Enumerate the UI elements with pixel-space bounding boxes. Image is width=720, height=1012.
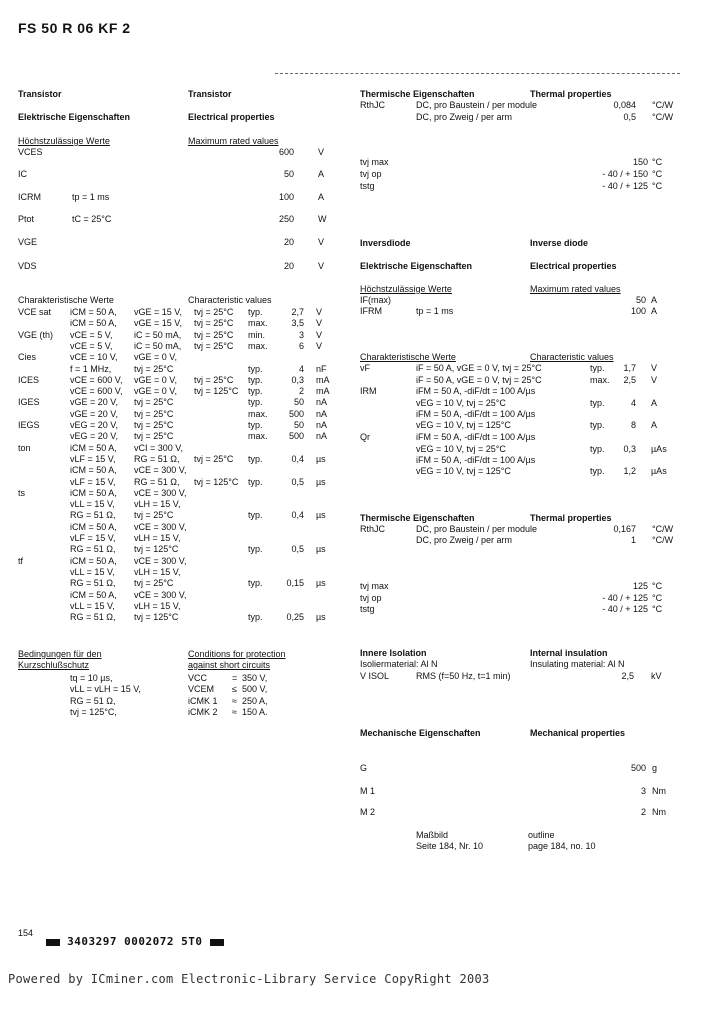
thermal-value: 0,5 (623, 112, 636, 122)
max-unit: W (318, 214, 327, 224)
max-value: 250 (278, 214, 294, 224)
diode-max-heading-de: Höchstzulässige Werte (360, 284, 452, 294)
thermal-unit: °C/W (652, 112, 674, 122)
mech-value: 3 (640, 786, 646, 796)
char-cond-2: tvj = 25°C (134, 420, 174, 430)
char-cond-1: vLL = 15 V, (70, 499, 115, 509)
char-qualifier: typ. (248, 307, 263, 317)
diode-char-heading-en: Characteristic values (530, 352, 614, 362)
max-symbol: VGE (18, 237, 38, 247)
char-cond-1: vGE = 20 V, (70, 409, 118, 419)
thermal-symbol: RthJC (360, 100, 386, 110)
max-symbol: VDS (18, 261, 37, 271)
char-cond-2: RG = 51 Ω, (134, 454, 180, 464)
char-cond-1: RG = 51 Ω, (70, 544, 116, 554)
max-rated-heading-en: Maximum rated values (188, 136, 279, 146)
char-unit: V (316, 330, 323, 340)
diode-temp-symbol: tvj max (360, 581, 389, 591)
char-cond-1: iCM = 50 A, (70, 556, 117, 566)
max-symbol: Ptot (18, 214, 35, 224)
sc-limit: 250 A, (242, 696, 268, 706)
char-qualifier: typ. (248, 375, 263, 385)
char-symbol: ICES (18, 375, 40, 385)
max-unit: A (318, 169, 325, 179)
diode-char-condition: vEG = 10 V, tvj = 125°C (416, 466, 511, 476)
diode-char-unit: µAs (651, 444, 667, 454)
diode-electrical-en: Electrical properties (530, 261, 617, 271)
char-cond-2: vCE = 300 V, (134, 522, 187, 532)
diode-temp-value: - 40 / + 125 (602, 604, 648, 614)
char-qualifier: typ. (248, 477, 263, 487)
diode-char-symbol: Qr (360, 432, 370, 442)
char-cond-1: vEG = 20 V, (70, 431, 118, 441)
electrical-properties-de: Elektrische Eigenschaften (18, 112, 131, 122)
char-qualifier: typ. (248, 510, 263, 520)
diode-char-value: 1,7 (623, 363, 636, 373)
max-unit: V (318, 147, 325, 157)
char-unit: µs (316, 510, 326, 520)
char-heading-de: Charakteristische Werte (18, 295, 114, 305)
mechanical-heading-en: Mechanical properties (530, 728, 626, 738)
char-symbol: ts (18, 488, 26, 498)
max-condition: tp = 1 ms (72, 192, 110, 202)
char-cond-1: RG = 51 Ω, (70, 510, 116, 520)
thermal-value: 0,084 (613, 100, 636, 110)
diode-char-qualifier: typ. (590, 363, 605, 373)
diode-thermal-condition: DC, pro Baustein / per module (416, 524, 538, 534)
diode-char-condition: iF = 50 A, vGE = 0 V, tvj = 25°C (416, 375, 542, 385)
diode-temp-value: 125 (632, 581, 648, 591)
temp-symbol: tstg (360, 181, 375, 191)
temp-unit: °C (652, 169, 663, 179)
char-qualifier: typ. (248, 612, 263, 622)
diode-max-value: 50 (635, 295, 646, 305)
char-cond-2: vCI = 300 V, (134, 443, 183, 453)
char-cond-1: RG = 51 Ω, (70, 612, 116, 622)
char-qualifier: min. (248, 330, 266, 340)
char-cond-1: vCE = 600 V, (70, 386, 123, 396)
char-cond-1: iCM = 50 A, (70, 307, 117, 317)
char-symbol: IGES (18, 397, 40, 407)
char-cond-1: iCM = 50 A, (70, 590, 117, 600)
char-cond-3: tvj = 125°C (194, 386, 239, 396)
diode-char-unit: µAs (651, 466, 667, 476)
max-symbol: ICRM (18, 192, 41, 202)
diode-char-condition: vEG = 10 V, tvj = 25°C (416, 398, 506, 408)
char-cond-1: vCE = 10 V, (70, 352, 118, 362)
sc-relation: ≈ (232, 707, 237, 717)
max-value: 600 (278, 147, 294, 157)
diode-char-qualifier: typ. (590, 444, 605, 454)
max-value: 20 (283, 261, 294, 271)
char-unit: µs (316, 544, 326, 554)
diode-thermal-symbol: RthJC (360, 524, 386, 534)
char-cond-2: RG = 51 Ω, (134, 477, 180, 487)
char-value: 500 (288, 409, 304, 419)
max-rated-heading-de: Höchstzulässige Werte (18, 136, 110, 146)
diode-char-unit: A (651, 420, 658, 430)
char-value: 2 (298, 386, 304, 396)
diode-electrical-de: Elektrische Eigenschaften (360, 261, 473, 271)
inverse-diode-de: Inversdiode (360, 238, 411, 248)
electrical-properties-en: Electrical properties (188, 112, 275, 122)
diode-char-qualifier: typ. (590, 420, 605, 430)
char-cond-2: vCE = 300 V, (134, 590, 187, 600)
sc-condition: RG = 51 Ω, (70, 696, 116, 706)
char-qualifier: max. (248, 409, 268, 419)
diode-max-unit: A (651, 295, 658, 305)
mech-unit: g (652, 763, 658, 773)
max-unit: V (318, 261, 325, 271)
footer-copyright: Powered by ICminer.com Electronic-Library Service CopyRight 2003 (8, 972, 490, 986)
char-symbol: ton (18, 443, 31, 453)
mech-value: 2 (640, 807, 646, 817)
outline-de-2: Seite 184, Nr. 10 (416, 841, 484, 851)
diode-char-unit: A (651, 398, 658, 408)
temp-unit: °C (652, 181, 663, 191)
sc-heading-de-2: Kurzschlußschutz (18, 660, 90, 670)
barcode-block-left (46, 939, 60, 946)
sc-condition: tq = 10 µs, (70, 673, 113, 683)
diode-max-heading-en: Maximum rated values (530, 284, 621, 294)
isol-condition: RMS (f=50 Hz, t=1 min) (416, 671, 511, 681)
diode-char-condition: iFM = 50 A, -diF/dt = 100 A/µs (416, 455, 536, 465)
diode-max-condition: tp = 1 ms (416, 306, 454, 316)
mech-symbol: M 2 (360, 807, 376, 817)
char-cond-1: vCE = 5 V, (70, 341, 113, 351)
char-cond-2: tvj = 25°C (134, 578, 174, 588)
char-symbol: tf (18, 556, 24, 566)
sc-symbol: VCEM (188, 684, 215, 694)
char-cond-1: vEG = 20 V, (70, 420, 118, 430)
thermal-unit: °C/W (652, 100, 674, 110)
outline-en-1: outline (528, 830, 555, 840)
diode-thermal-heading-en: Thermal properties (530, 513, 612, 523)
outline-de-1: Maßbild (416, 830, 449, 840)
transistor-heading-en: Transistor (188, 89, 232, 99)
char-symbol: Cies (18, 352, 37, 362)
char-cond-1: iCM = 50 A, (70, 443, 117, 453)
char-cond-2: vLH = 15 V, (134, 499, 181, 509)
insulation-material-en: Insulating material: Al N (530, 659, 625, 669)
page-number: 154 (18, 928, 34, 938)
max-unit: A (318, 192, 325, 202)
char-qualifier: max. (248, 431, 268, 441)
char-cond-2: vLH = 15 V, (134, 601, 181, 611)
max-symbol: IC (18, 169, 27, 179)
char-value: 4 (298, 364, 304, 374)
temp-symbol: tvj max (360, 157, 389, 167)
diode-max-value: 100 (630, 306, 646, 316)
char-qualifier: typ. (248, 578, 263, 588)
max-condition: tC = 25°C (72, 214, 112, 224)
char-unit: mA (316, 386, 330, 396)
char-value: 0,25 (286, 612, 304, 622)
diode-thermal-unit: °C/W (652, 535, 674, 545)
char-value: 6 (298, 341, 304, 351)
diode-thermal-unit: °C/W (652, 524, 674, 534)
diode-char-qualifier: max. (590, 375, 610, 385)
char-cond-2: iC = 50 mA, (134, 330, 182, 340)
sc-relation: = (232, 673, 238, 683)
char-cond-1: RG = 51 Ω, (70, 578, 116, 588)
diode-max-unit: A (651, 306, 658, 316)
char-value: 0,5 (291, 477, 304, 487)
sc-condition: tvj = 125°C, (70, 707, 117, 717)
sc-relation: ≤ (232, 684, 237, 694)
diode-char-value: 4 (630, 398, 636, 408)
mech-value: 500 (630, 763, 646, 773)
char-value: 2,7 (291, 307, 304, 317)
char-value: 3,5 (291, 318, 304, 328)
char-unit: V (316, 307, 323, 317)
sc-relation: ≈ (232, 696, 237, 706)
char-qualifier: typ. (248, 364, 263, 374)
sc-limit: 500 V, (242, 684, 268, 694)
insulation-heading-de: Innere Isolation (360, 648, 427, 658)
diode-thermal-value: 1 (630, 535, 636, 545)
char-cond-2: tvj = 25°C (134, 364, 174, 374)
max-value: 50 (283, 169, 294, 179)
char-cond-2: tvj = 125°C (134, 612, 179, 622)
inverse-diode-en: Inverse diode (530, 238, 589, 248)
sc-condition: vLL = vLH = 15 V, (70, 684, 141, 694)
char-cond-1: vGE = 20 V, (70, 397, 118, 407)
char-cond-1: vLF = 15 V, (70, 477, 116, 487)
sc-heading-en-1: Conditions for protection (188, 649, 286, 659)
diode-temp-symbol: tstg (360, 604, 375, 614)
char-unit: µs (316, 578, 326, 588)
char-cond-2: tvj = 25°C (134, 510, 174, 520)
sc-heading-de-1: Bedingungen für den (18, 649, 102, 659)
char-value: 50 (293, 397, 304, 407)
diode-char-condition: iFM = 50 A, -diF/dt = 100 A/µs (416, 386, 536, 396)
mech-unit: Nm (652, 786, 666, 796)
char-cond-3: tvj = 25°C (194, 454, 234, 464)
char-cond-1: vCE = 600 V, (70, 375, 123, 385)
char-cond-3: tvj = 25°C (194, 375, 234, 385)
char-unit: nA (316, 420, 328, 430)
char-cond-3: tvj = 25°C (194, 341, 234, 351)
temp-value: - 40 / + 150 (602, 169, 648, 179)
char-cond-2: vGE = 15 V, (134, 318, 182, 328)
char-qualifier: typ. (248, 386, 263, 396)
char-cond-2: tvj = 25°C (134, 397, 174, 407)
char-value: 0,15 (286, 578, 304, 588)
char-qualifier: typ. (248, 454, 263, 464)
max-value: 100 (278, 192, 294, 202)
char-unit: µs (316, 454, 326, 464)
diode-char-symbol: IRM (360, 386, 377, 396)
diode-max-symbol: IFRM (360, 306, 382, 316)
diode-thermal-value: 0,167 (613, 524, 636, 534)
char-value: 0,3 (291, 375, 304, 385)
char-cond-2: vGE = 0 V, (134, 375, 177, 385)
diode-char-condition: vEG = 10 V, tvj = 125°C (416, 420, 511, 430)
char-cond-3: tvj = 25°C (194, 318, 234, 328)
char-unit: nA (316, 397, 328, 407)
diode-char-qualifier: typ. (590, 466, 605, 476)
temp-unit: °C (652, 157, 663, 167)
mech-unit: Nm (652, 807, 666, 817)
char-cond-2: vLH = 15 V, (134, 567, 181, 577)
char-cond-1: vLF = 15 V, (70, 533, 116, 543)
diode-char-value: 0,3 (623, 444, 636, 454)
char-cond-2: vLH = 15 V, (134, 533, 181, 543)
char-cond-2: tvj = 25°C (134, 409, 174, 419)
diode-char-value: 2,5 (623, 375, 636, 385)
sc-symbol: VCC (188, 673, 208, 683)
char-unit: nA (316, 409, 328, 419)
diode-temp-value: - 40 / + 125 (602, 593, 648, 603)
diode-temp-unit: °C (652, 604, 663, 614)
char-value: 0,5 (291, 544, 304, 554)
char-value: 50 (293, 420, 304, 430)
char-cond-1: vLF = 15 V, (70, 454, 116, 464)
char-cond-3: tvj = 25°C (194, 307, 234, 317)
char-cond-1: vCE = 5 V, (70, 330, 113, 340)
diode-max-symbol: IF(max) (360, 295, 391, 305)
isol-value: 2,5 (621, 671, 634, 681)
diode-temp-unit: °C (652, 593, 663, 603)
char-qualifier: typ. (248, 420, 263, 430)
diode-char-unit: V (651, 375, 658, 385)
char-cond-2: iC = 50 mA, (134, 341, 182, 351)
diode-char-condition: iFM = 50 A, -diF/dt = 100 A/µs (416, 432, 536, 442)
isol-unit: kV (651, 671, 662, 681)
page-title: FS 50 R 06 KF 2 (18, 20, 131, 36)
temp-value: 150 (632, 157, 648, 167)
sc-heading-en-2: against short circuits (188, 660, 271, 670)
char-unit: nA (316, 431, 328, 441)
thermal-condition: DC, pro Baustein / per module (416, 100, 538, 110)
char-unit: V (316, 318, 323, 328)
char-unit: µs (316, 612, 326, 622)
char-cond-1: iCM = 50 A, (70, 318, 117, 328)
char-symbol: VGE (th) (18, 330, 54, 340)
barcode-text: 3403297 0002072 5T0 (67, 935, 203, 948)
char-cond-2: tvj = 25°C (134, 431, 174, 441)
sc-limit: 150 A. (242, 707, 268, 717)
char-unit: nF (316, 364, 327, 374)
insulation-material-de: Isoliermaterial: Al N (360, 659, 438, 669)
mech-symbol: G (360, 763, 368, 773)
char-value: 0,4 (291, 510, 304, 520)
char-cond-3: tvj = 25°C (194, 330, 234, 340)
transistor-heading-de: Transistor (18, 89, 62, 99)
temp-value: - 40 / + 125 (602, 181, 648, 191)
char-symbol: IEGS (18, 420, 40, 430)
char-qualifier: typ. (248, 397, 263, 407)
diode-temp-unit: °C (652, 581, 663, 591)
sc-symbol: iCMK 1 (188, 696, 218, 706)
char-cond-2: vGE = 0 V, (134, 352, 177, 362)
outline-en-2: page 184, no. 10 (528, 841, 596, 851)
char-symbol: VCE sat (18, 307, 52, 317)
diode-char-unit: V (651, 363, 658, 373)
char-cond-2: vCE = 300 V, (134, 488, 187, 498)
sc-symbol: iCMK 2 (188, 707, 218, 717)
max-symbol: VCES (18, 147, 43, 157)
char-unit: µs (316, 477, 326, 487)
diode-thermal-condition: DC, pro Zweig / per arm (416, 535, 513, 545)
char-qualifier: max. (248, 318, 268, 328)
char-cond-1: vLL = 15 V, (70, 567, 115, 577)
barcode-line (46, 936, 224, 947)
char-value: 500 (288, 431, 304, 441)
char-cond-2: vCE = 300 V, (134, 465, 187, 475)
mechanical-heading-de: Mechanische Eigenschaften (360, 728, 481, 738)
temp-symbol: tvj op (360, 169, 382, 179)
char-qualifier: typ. (248, 544, 263, 554)
thermal-condition: DC, pro Zweig / per arm (416, 112, 513, 122)
diode-char-symbol: vF (360, 363, 370, 373)
diode-char-condition: iF = 50 A, vGE = 0 V, tvj = 25°C (416, 363, 542, 373)
char-cond-1: vLL = 15 V, (70, 601, 115, 611)
char-cond-1: iCM = 50 A, (70, 488, 117, 498)
char-cond-1: iCM = 50 A, (70, 465, 117, 475)
char-value: 0,4 (291, 454, 304, 464)
char-cond-1: f = 1 MHz, (70, 364, 112, 374)
char-unit: mA (316, 375, 330, 385)
diode-char-value: 8 (630, 420, 636, 430)
diode-temp-symbol: tvj op (360, 593, 382, 603)
thermal-heading-en: Thermal properties (530, 89, 612, 99)
char-cond-2: vGE = 0 V, (134, 386, 177, 396)
diode-thermal-heading-de: Thermische Eigenschaften (360, 513, 475, 523)
diode-char-condition: vEG = 10 V, tvj = 25°C (416, 444, 506, 454)
char-unit: V (316, 341, 323, 351)
barcode-block-right (210, 939, 224, 946)
char-cond-2: vGE = 15 V, (134, 307, 182, 317)
diode-char-value: 1,2 (623, 466, 636, 476)
diode-char-condition: iFM = 50 A, -diF/dt = 100 A/µs (416, 409, 536, 419)
isol-symbol: V ISOL (360, 671, 390, 681)
char-cond-2: vCE = 300 V, (134, 556, 187, 566)
thermal-heading-de: Thermische Eigenschaften (360, 89, 475, 99)
insulation-heading-en: Internal insulation (530, 648, 608, 658)
char-qualifier: max. (248, 341, 268, 351)
char-heading-en: Characteristic values (188, 295, 272, 305)
sc-limit: 350 V, (242, 673, 268, 683)
max-unit: V (318, 237, 325, 247)
char-cond-1: iCM = 50 A, (70, 522, 117, 532)
char-value: 3 (298, 330, 304, 340)
char-cond-3: tvj = 125°C (194, 477, 239, 487)
mech-symbol: M 1 (360, 786, 376, 796)
header-rule (275, 73, 680, 74)
diode-char-qualifier: typ. (590, 398, 605, 408)
max-value: 20 (283, 237, 294, 247)
diode-char-heading-de: Charakteristische Werte (360, 352, 456, 362)
char-cond-2: tvj = 125°C (134, 544, 179, 554)
